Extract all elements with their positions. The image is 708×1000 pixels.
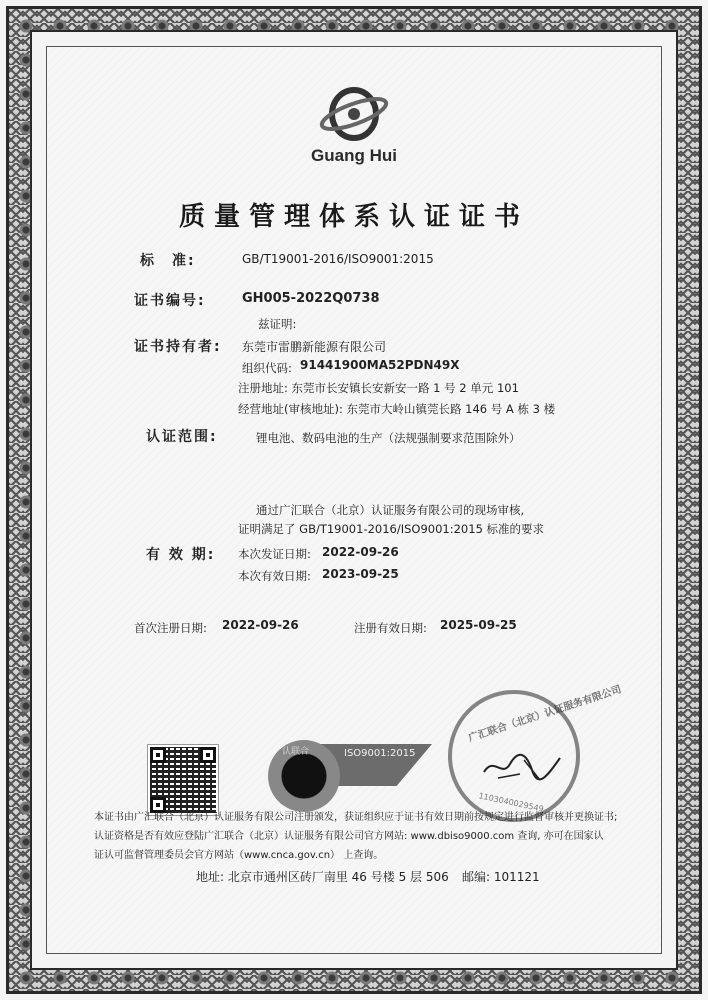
registered-address: 注册地址: 东莞市长安镇长安新安一路 1 号 2 单元 101 [238, 381, 519, 395]
registration-expiry-label: 注册有效日期: [354, 621, 427, 635]
holder-label: 证书持有者: [134, 339, 222, 355]
signature-icon [480, 748, 564, 788]
valid-date-label: 本次有效日期: [238, 569, 311, 583]
audit-statement-line1: 通过广汇联合（北京）认证服务有限公司的现场审核, [256, 503, 525, 517]
footnote-line3: 证认可监督管理委员会官方网站（www.cnca.gov.cn） 上查询。 [94, 850, 384, 861]
validity-label: 有 效 期: [146, 547, 216, 563]
certificate-title: 质量管理体系认证证书 [178, 202, 529, 232]
seal-text: 广汇联合（北京）认证服务有限公司 [467, 684, 623, 745]
valid-date-value: 2023-09-25 [322, 567, 399, 581]
issue-date-value: 2022-09-26 [322, 545, 399, 559]
qr-code[interactable] [148, 745, 218, 815]
first-registration-date: 2022-09-26 [222, 618, 299, 632]
cnca-mark-text: 认联合 [282, 747, 310, 757]
footer-postcode: 邮编: 101121 [462, 870, 540, 884]
iso-mark-text: ISO9001:2015 [344, 748, 416, 759]
footer-address: 地址: 北京市通州区砖厂南里 46 号楼 5 层 506 [196, 870, 449, 884]
first-registration-label: 首次注册日期: [134, 621, 207, 635]
certificate-no-value: GH005-2022Q0738 [242, 291, 380, 306]
org-code-label: 组织代码: [242, 361, 292, 375]
audit-statement-line2: 证明满足了 GB/T19001-2016/ISO9001:2015 标准的要求 [238, 522, 545, 536]
standard-value: GB/T19001-2016/ISO9001:2015 [242, 252, 434, 266]
certify-text: 兹证明: [258, 317, 297, 331]
qr-finder [200, 747, 216, 763]
registration-expiry-date: 2025-09-25 [440, 618, 517, 632]
footnote-line2: 认证资格是否有效应登陆广汇联合（北京）认证服务有限公司官方网站: www.dbiso9000.com 查询, 亦可在国家认 [94, 831, 604, 842]
scope-label: 认证范围: [146, 429, 218, 445]
qr-finder [150, 747, 166, 763]
business-address: 经营地址(审核地址): 东莞市大岭山镇莞长路 146 号 A 栋 3 楼 [238, 402, 556, 416]
logo-text: Guang Hui [311, 146, 397, 165]
seal-number: 1103040029549 [477, 791, 545, 814]
issue-date-label: 本次发证日期: [238, 547, 311, 561]
scope-value: 锂电池、数码电池的生产（法规强制要求范围除外） [256, 431, 521, 445]
holder-name: 东莞市雷鹏新能源有限公司 [242, 340, 387, 354]
org-code-value: 91441900MA52PDN49X [300, 358, 460, 372]
standard-label: 标 准: [140, 253, 196, 269]
certificate-no-label: 证书编号: [134, 293, 206, 309]
guang-hui-logo-icon [318, 84, 390, 144]
footnote-line1: 本证书由广汇联合（北京）认证服务有限公司注册颁发，获证组织应于证书有效日期前按规定进行监督审核并更换证书; [94, 812, 618, 823]
